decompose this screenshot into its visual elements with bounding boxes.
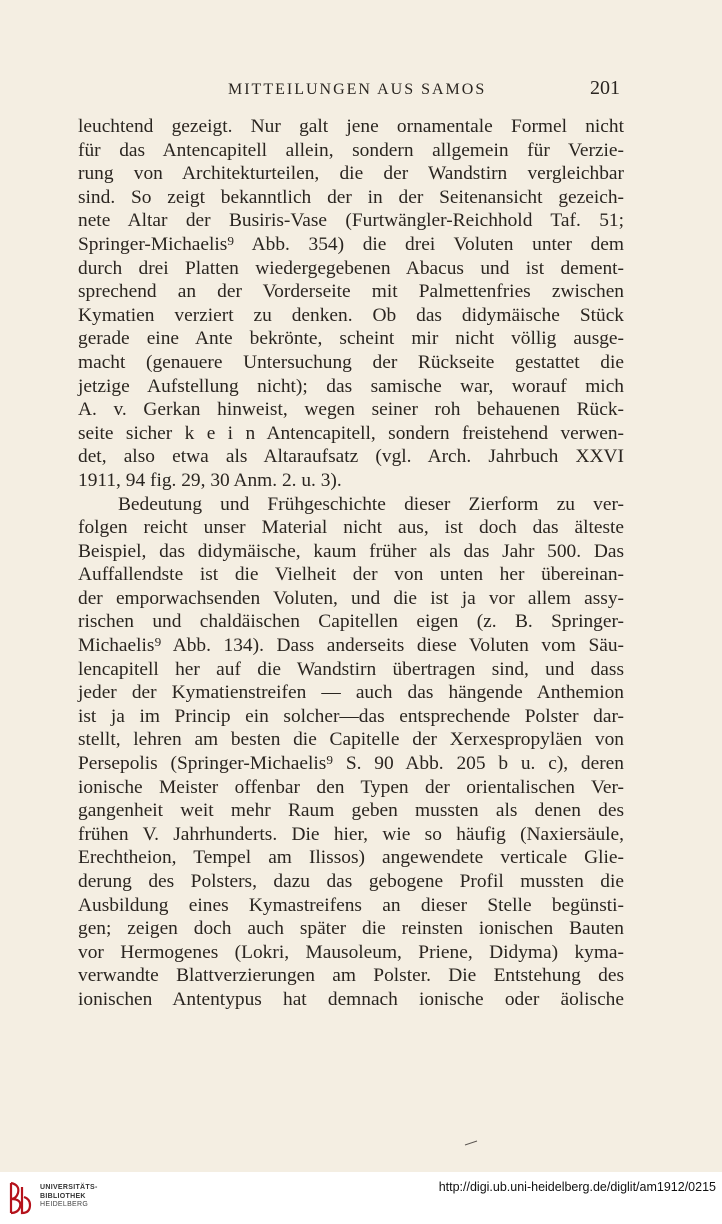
text-line: für das Antencapitell allein, sondern allgemein für Verzie- bbox=[78, 139, 624, 161]
text-line: frühen V. Jahrhunderts. Die hier, wie so häufig (Naxiersäule, bbox=[78, 823, 624, 845]
running-head: MITTEILUNGEN AUS SAMOS bbox=[228, 81, 487, 98]
text-line: ist ja im Princip ein solcher—das entsprechende Polster dar- bbox=[78, 705, 624, 727]
text-line: Persepolis (Springer-Michaelis⁹ S. 90 Abb. 205 b u. c), deren bbox=[78, 753, 624, 775]
text-line: sind. So zeigt bekanntlich der in der Seitenansicht gezeich- bbox=[78, 186, 624, 208]
text-line: rung von Architekturteilen, die der Wandstirn vergleichbar bbox=[78, 163, 624, 185]
text-line: lencapitell her auf die Wandstirn übertragen sind, und dass bbox=[78, 658, 624, 680]
text-line: folgen reicht unser Material nicht aus, ist doch das älteste bbox=[78, 517, 624, 539]
text-line: Kymatien verziert zu denken. Ob das didymäische Stück bbox=[78, 304, 624, 326]
text-line: seite sicher k e i n Antencapitell, sondern freistehend verwen- bbox=[78, 422, 624, 444]
text-line: durch drei Platten wiedergegebenen Abacus und ist dement- bbox=[78, 257, 624, 279]
text-line: verwandte Blattverzierungen am Polster. Die Entstehung des bbox=[78, 965, 624, 987]
text-line: A. v. Gerkan hinweist, wegen seiner roh behauenen Rück- bbox=[78, 399, 624, 421]
text-line: rischen und chaldäischen Capitellen eigen (z. B. Springer- bbox=[78, 611, 624, 633]
source-url[interactable]: http://digi.ub.uni-heidelberg.de/diglit/am1912/0215 bbox=[438, 1180, 716, 1194]
pencil-mark bbox=[464, 1140, 478, 1146]
library-name: UNIVERSITÄTS- BIBLIOTHEK HEIDELBERG bbox=[40, 1184, 98, 1208]
text-line: Ausbildung eines Kymastreifens an dieser Stelle begünsti- bbox=[78, 894, 624, 916]
text-line: stellt, lehren am besten die Capitelle der Xerxespropyläen von bbox=[78, 729, 624, 751]
text-line: leuchtend gezeigt. Nur galt jene ornamentale Formel nicht bbox=[78, 116, 624, 137]
text-line: macht (genauere Untersuchung der Rückseite gestattet die bbox=[78, 351, 624, 373]
text-line: Beispiel, das didymäische, kaum früher als das Jahr 500. Das bbox=[78, 540, 624, 562]
text-line: der emporwachsenden Voluten, und die ist ja vor allem assy- bbox=[78, 587, 624, 609]
text-line: ionischen Antentypus hat demnach ionische oder äolische bbox=[78, 988, 624, 1010]
text-line: gerade eine Ante bekrönte, scheint mir nicht völlig ausge- bbox=[78, 328, 624, 350]
text-line: Erechtheion, Tempel am Ilissos) angewendete verticale Glie- bbox=[78, 847, 624, 869]
text-line: ionische Meister offenbar den Typen der orientalischen Ver- bbox=[78, 776, 624, 798]
text-line: Springer-Michaelis⁹ Abb. 354) die drei Voluten unter dem bbox=[78, 233, 624, 255]
body-text bbox=[78, 115, 624, 1012]
text-line: gangenheit weit mehr Raum geben mussten als denen des bbox=[78, 800, 624, 822]
text-line: jeder der Kymatienstreifen — auch das hängende Anthemion bbox=[78, 682, 624, 704]
text-line: sprechend an der Vorderseite mit Palmettenfries zwischen bbox=[78, 281, 624, 303]
text-line: Auffallendste ist die Vielheit der von unten her übereinan- bbox=[78, 564, 624, 586]
text-line: derung des Polsters, dazu das gebogene Profil mussten die bbox=[78, 871, 624, 892]
text-line: Michaelis⁹ Abb. 134). Dass anderseits diese Voluten vom Säu- bbox=[78, 635, 624, 657]
library-logo-icon bbox=[8, 1179, 34, 1217]
text-line: 1911, 94 fig. 29, 30 Anm. 2. u. 3). bbox=[78, 469, 342, 491]
page-number: 201 bbox=[590, 77, 620, 99]
text-line: det, also etwa als Altaraufsatz (vgl. Arch. Jahrbuch XXVI bbox=[78, 446, 624, 468]
text-line: jetzige Aufstellung nicht); das samische war, worauf mich bbox=[78, 375, 624, 397]
text-line: nete Altar der Busiris-Vase (Furtwängler-Reichhold Taf. 51; bbox=[78, 210, 624, 232]
text-line: Bedeutung und Frühgeschichte dieser Zierform zu ver- bbox=[118, 493, 624, 515]
text-line: gen; zeigen doch auch später die reinsten ionischen Bauten bbox=[78, 918, 624, 940]
digitization-footer bbox=[0, 1172, 722, 1224]
text-line: vor Hermogenes (Lokri, Mausoleum, Priene, Didyma) kyma- bbox=[78, 941, 624, 963]
